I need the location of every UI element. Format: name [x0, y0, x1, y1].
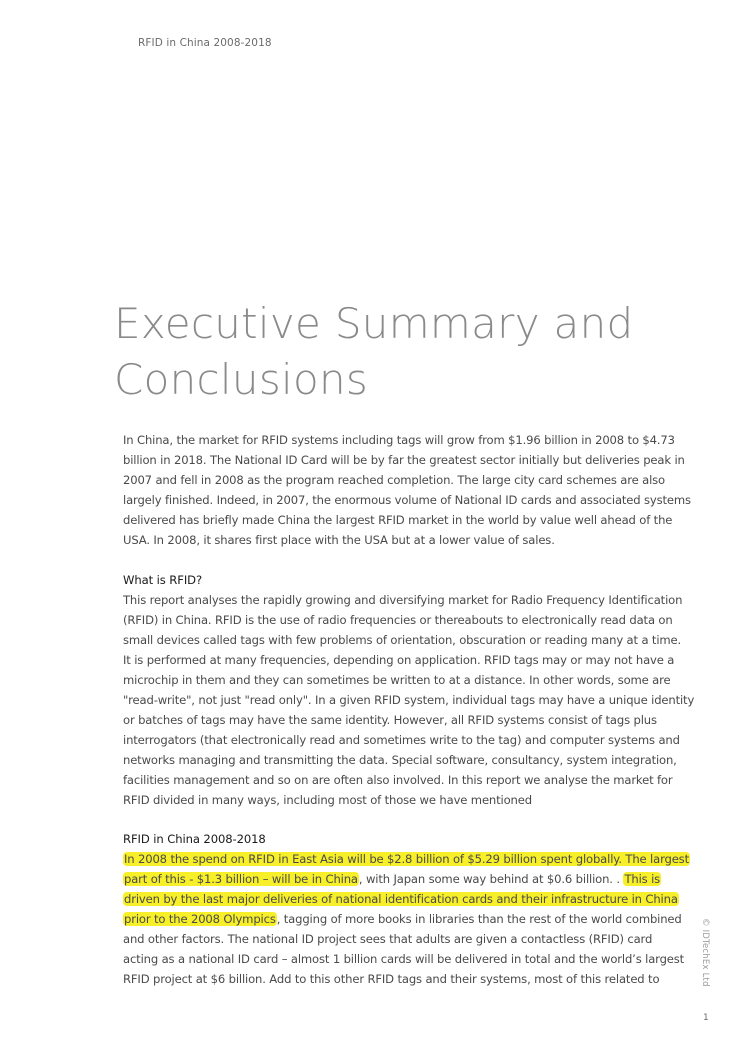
- text-line: largely finished. Indeed, in 2007, the enormous volume of National ID cards and associated systems: [123, 493, 691, 507]
- plain-text: , with Japan some way behind at $0.6 billion. .: [358, 872, 624, 886]
- text-line: "read-write", not just "read only". In a given RFID system, individual tags may have a unique identity: [123, 693, 695, 707]
- text-line: and other factors. The national ID project sees that adults are given a contactless (RFID) card: [123, 932, 653, 946]
- highlighted-text: This is: [624, 872, 661, 886]
- highlighted-text: driven by the last major deliveries of national identification cards and their infrastructure in China: [124, 892, 678, 906]
- intro-paragraph: [123, 430, 691, 550]
- text-line: RFID divided in many ways, including most of those we have mentioned: [123, 793, 532, 807]
- spacer: [123, 810, 679, 829]
- text-line: USA. In 2008, it shares first place with the USA but at a lower value of sales.: [123, 533, 555, 547]
- text-line: small devices called tags with few problems of orientation, obscuration or reading many at a time.: [123, 633, 682, 647]
- text-line: interrogators (that electronically read and sometimes write to the tag) and computer systems and: [123, 733, 680, 747]
- text-line: 2007 and fell in 2008 as the program reached completion. The large city card schemes are also: [123, 473, 665, 487]
- highlighted-text: part of this - $1.3 billion – will be in China: [124, 872, 358, 886]
- page-number: 1: [703, 1013, 709, 1023]
- rfid-in-china-paragraph: [123, 849, 689, 989]
- text-line: acting as a national ID card – almost 1 billion cards will be delivered in total and the world’s largest: [123, 952, 685, 966]
- page-title-line-2: Conclusions: [114, 355, 369, 404]
- text-line: billion in 2018. The National ID Card will be by far the greatest sector initially but deliveries peak in: [123, 453, 685, 467]
- text-line: This report analyses the rapidly growing and diversifying market for Radio Frequency Identification: [123, 593, 683, 607]
- text-line: RFID project at $6 billion. Add to this other RFID tags and their systems, most of this related to: [123, 972, 660, 986]
- text-line: [123, 909, 682, 929]
- what-is-rfid-paragraph: [123, 590, 695, 810]
- text-line: microchip in them and they can sometimes be written to at a distance. In other words, some are: [123, 673, 671, 687]
- text-line: It is performed at many frequencies, depending on application. RFID tags may or may not have a: [123, 653, 675, 667]
- running-header: RFID in China 2008-2018: [138, 37, 272, 49]
- text-line: (RFID) in China. RFID is the use of radio frequencies or thereabouts to electronically read data on: [123, 613, 673, 627]
- highlighted-text: prior to the 2008 Olympics: [124, 912, 276, 926]
- page-title-line-1: Executive Summary and: [114, 299, 634, 348]
- text-line: delivered has briefly made China the largest RFID market in the world by value well ahead of the: [123, 513, 673, 527]
- copyright-notice: © IDTechEx Ltd: [700, 918, 710, 987]
- section-heading-what-is-rfid: What is RFID?: [123, 573, 203, 587]
- plain-text: , tagging of more books in libraries than the rest of the world combined: [276, 912, 682, 926]
- text-line: [123, 869, 679, 889]
- text-line: networks managing and transmitting the data. Special software, consultancy, system integration,: [123, 753, 677, 767]
- text-line: [123, 849, 689, 869]
- document-body: [123, 430, 695, 989]
- text-line: [123, 889, 679, 909]
- section-heading-rfid-in-china: RFID in China 2008-2018: [123, 832, 266, 846]
- text-line: facilities management and so on are often also involved. In this report we analyse the market for: [123, 773, 673, 787]
- spacer: [123, 550, 679, 570]
- page-title: [114, 296, 633, 408]
- text-line: or batches of tags may have the same identity. However, all RFID systems consist of tags plus: [123, 713, 657, 727]
- highlighted-text: In 2008 the spend on RFID in East Asia will be $2.8 billion of $5.29 billion spent globally. The largest: [124, 852, 689, 866]
- text-line: In China, the market for RFID systems including tags will grow from $1.96 billion in 2008 to $4.73: [123, 433, 675, 447]
